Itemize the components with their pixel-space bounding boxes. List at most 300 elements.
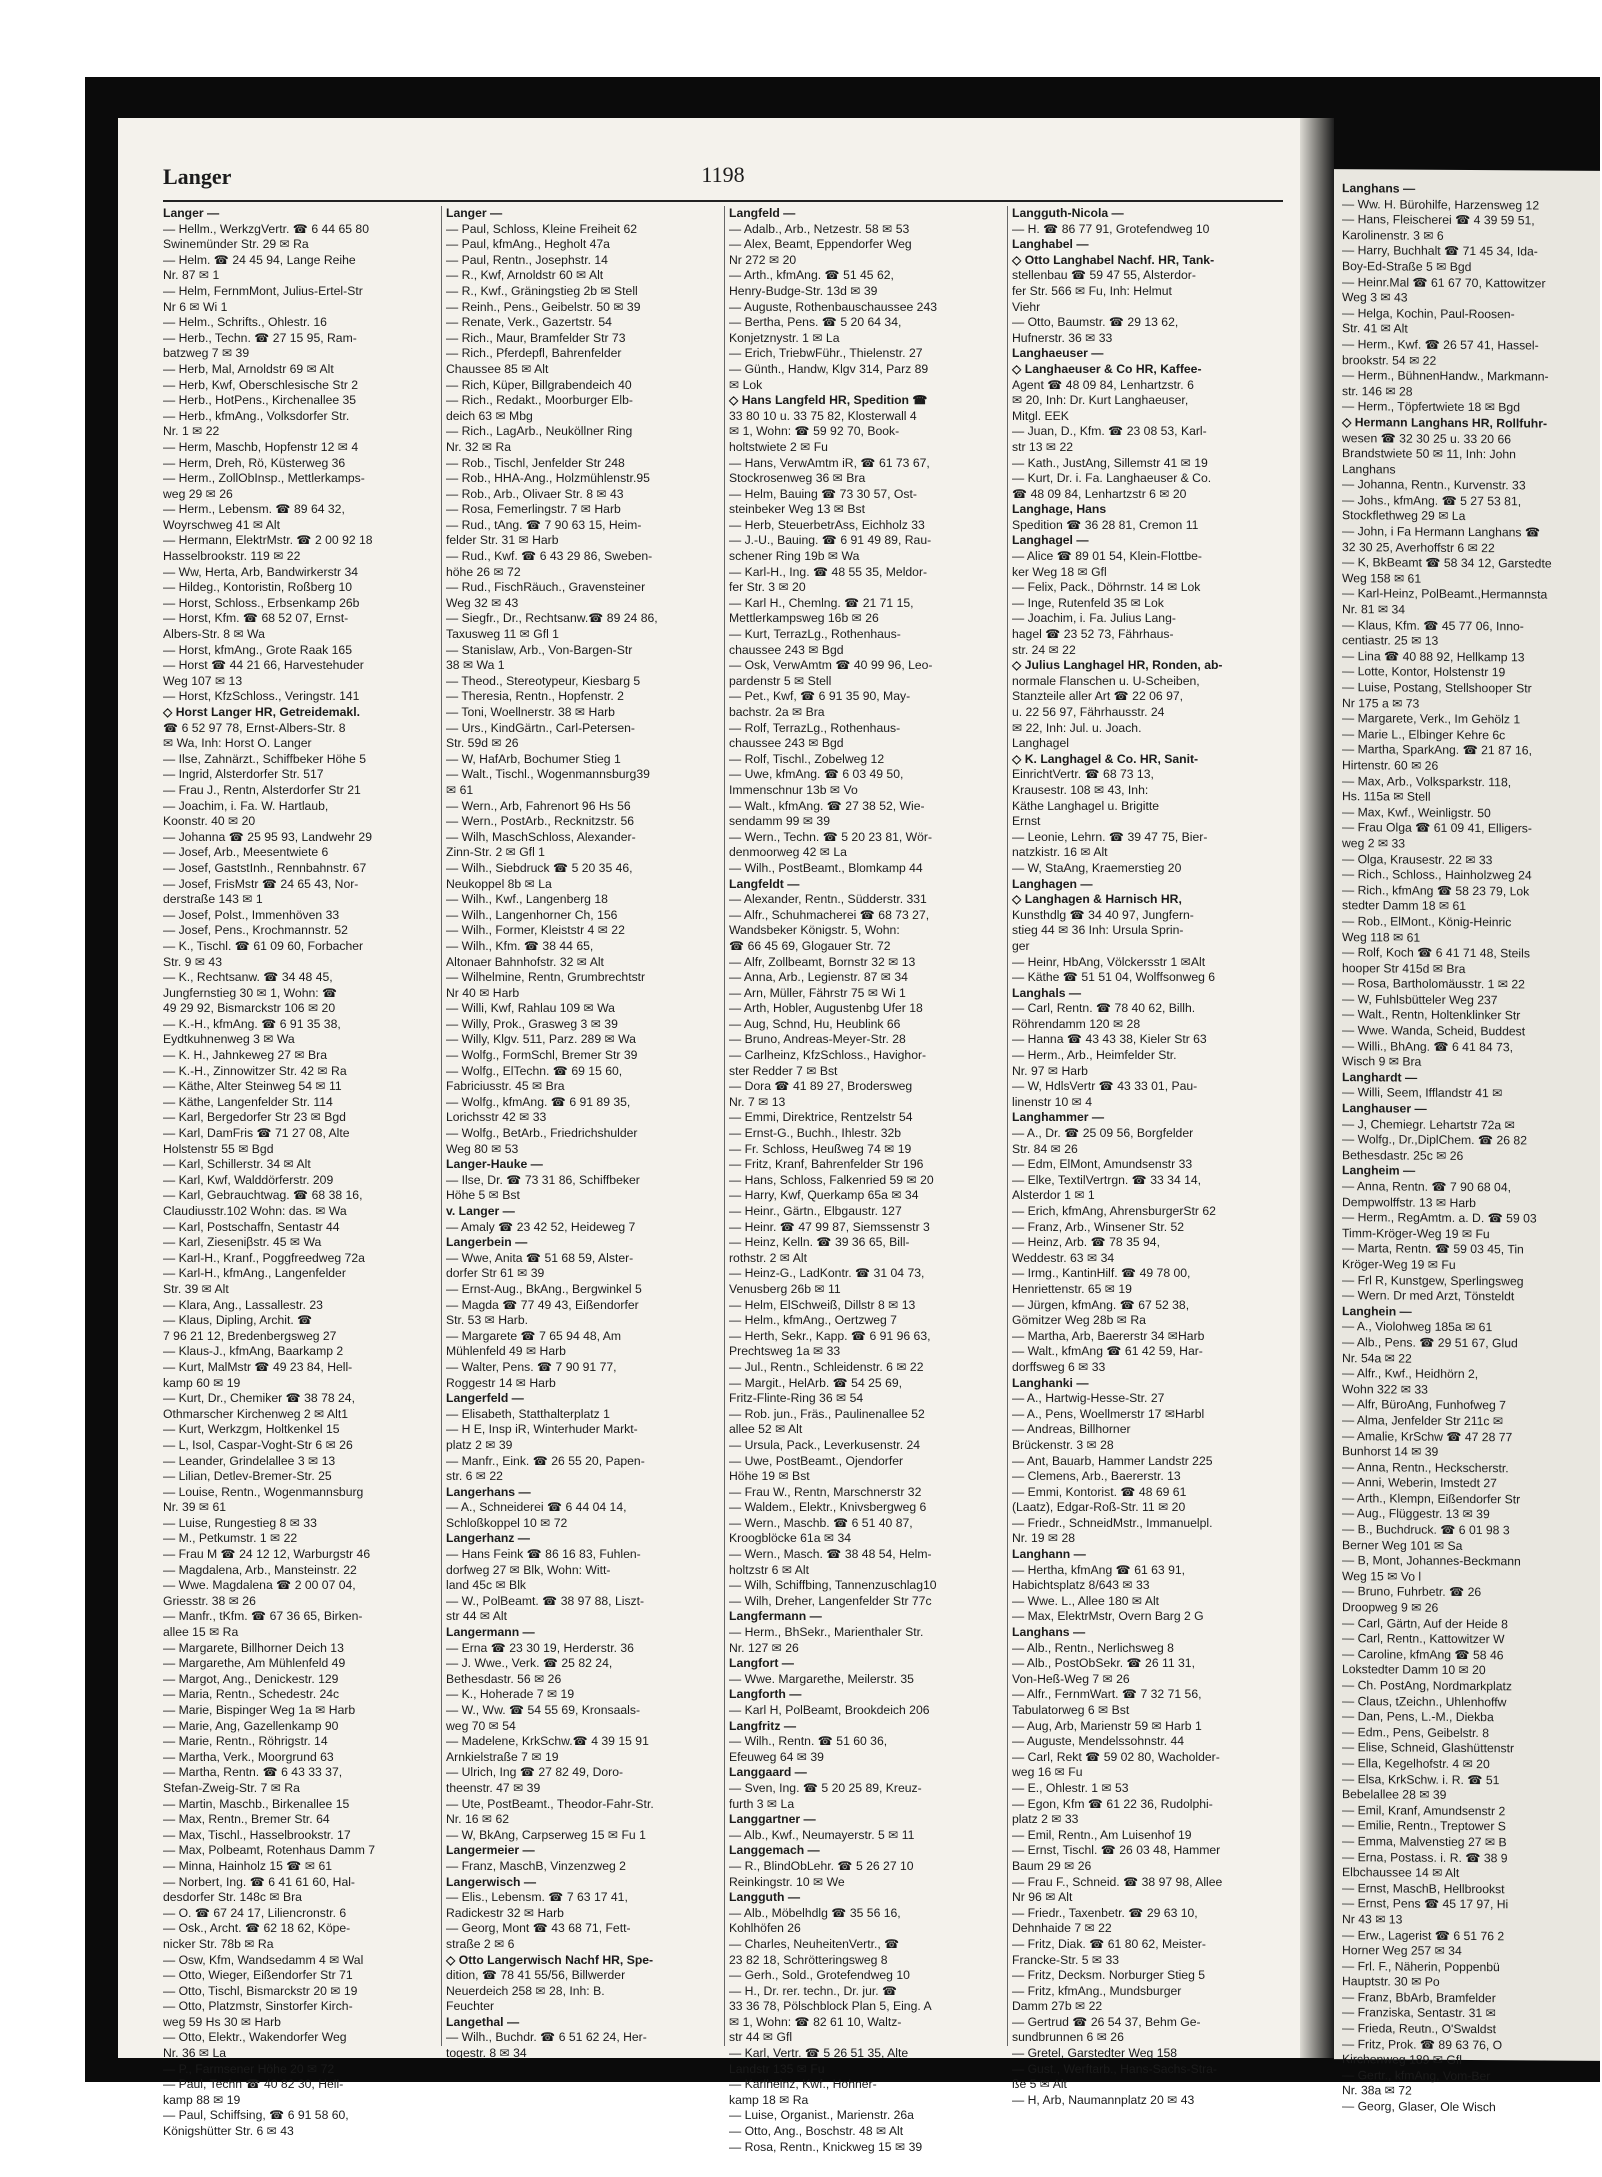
directory-entry-line: Droopweg 9 ✉ 26 [1342, 1600, 1439, 1615]
directory-entry-line: — Wolfg., Dr.,DiplChem. ☎ 26 82 [1342, 1132, 1527, 1148]
directory-entry-line: — Rich., Maur, Bramfelder Str 73 [446, 330, 626, 345]
directory-entry-line: — Erna, Postass. i. R. ☎ 38 9 [1342, 1849, 1508, 1865]
directory-entry-line: — A., Hartwig-Hesse-Str. 27 [1012, 1391, 1165, 1406]
directory-entry-line: — R., Kwf., Gräningstieg 2b ✉ Stell [446, 283, 638, 298]
directory-entry-line: — H E, Insp iR, Winterhuder Markt- [446, 1422, 638, 1437]
directory-entry-line: — Magda ☎ 77 49 43, Eißendorfer [446, 1297, 639, 1312]
directory-entry-line: — Käthe ☎ 51 51 04, Wolffsonweg 6 [1012, 970, 1216, 985]
directory-entry-line: Dempwolffstr. 13 ✉ Harb [1342, 1194, 1476, 1210]
directory-entry-line: — Otto, Ang., Boschstr. 48 ✉ Alt [729, 2124, 904, 2139]
directory-entry-line: — Hans, Fleischerei ☎ 4 39 59 51, [1342, 212, 1535, 228]
directory-entry-line: Langer — [163, 206, 220, 220]
directory-entry-line: ☎ 6 52 97 78, Ernst-Albers-Str. 8 [163, 720, 346, 735]
directory-entry-line: — Aug, Arb, Marienstr 59 ✉ Harb 1 [1012, 1718, 1202, 1733]
directory-entry-line: — Hermann, ElektrMstr. ☎ 2 00 92 18 [163, 533, 373, 548]
directory-entry-line: Kunsthdlg ☎ 34 40 97, Jungfern- [1012, 907, 1194, 922]
directory-entry-line: — Wilh., Siebdruck ☎ 5 20 35 46, [446, 860, 633, 875]
directory-entry-line: — Karl, Bergedorfer Str 23 ✉ Bgd [163, 1110, 346, 1125]
directory-entry-line: Claudiusstr.102 Wohn: das. ✉ Wa [163, 1204, 347, 1218]
directory-entry-line: — Johs., kfmAng. ☎ 5 27 53 81, [1342, 493, 1522, 509]
directory-entry-line: — Wern., PostArb., Recknitzstr. 56 [446, 814, 635, 829]
directory-entry-line: centiastr. 25 ✉ 13 [1342, 633, 1439, 649]
directory-entry-line: — Ernst-Aug., BkAng., Bergwinkel 5 [446, 1281, 642, 1296]
directory-entry-line: — Fritz, Kranf, Bahrenfelder Str 196 [729, 1157, 924, 1172]
directory-entry-line: — Rich., kfmAng ☎ 58 23 79, Lok [1342, 882, 1530, 899]
directory-entry-line: Str. 53 ✉ Harb. [446, 1313, 529, 1328]
directory-entry-line: — Wilh., Rentn. ☎ 51 60 36, [729, 1734, 888, 1749]
directory-entry-line: — Bertha, Pens. ☎ 5 20 64 34, [729, 315, 902, 330]
directory-entry-line: — Louise, Rentn., Wogenmannsburg [163, 1484, 364, 1499]
directory-entry-line: — Horst, kfmAng., Grote Raak 165 [163, 642, 352, 657]
column-4 [1012, 206, 1282, 2107]
directory-entry-line: — Helm, ElSchweiß, Dillstr 8 ✉ 13 [729, 1297, 916, 1312]
directory-entry-line: — Max, ElektrMstr, Overn Barg 2 G [1012, 1609, 1204, 1624]
directory-entry-line: — Rosa, Femerlingstr. 7 ✉ Harb [446, 502, 621, 517]
directory-entry-line: — Kath., JustAng, Sillemstr 41 ✉ 19 [1012, 455, 1208, 470]
directory-entry-line: dorfer Str 61 ✉ 39 [446, 1266, 545, 1281]
directory-entry-line: — Wern. Dr med Arzt, Tönsteldt [1342, 1288, 1515, 1304]
directory-entry-line: — Emilie, Rentn., Treptower S [1342, 1818, 1506, 1834]
directory-entry-line: — Luise, Postang, Stellshooper Str [1342, 680, 1532, 696]
directory-entry-line: — Uwe, kfmAng. ☎ 6 03 49 50, [729, 767, 904, 782]
directory-entry-line: — Wern., Masch. ☎ 38 48 54, Helm- [729, 1547, 932, 1562]
directory-entry-line: — Max, Rentn., Bremer Str. 64 [163, 1812, 330, 1827]
directory-entry-line: — R., BlindObLehr. ☎ 5 26 27 10 [729, 1858, 914, 1873]
directory-entry-line: Hirtenstr. 60 ✉ 26 [1342, 758, 1439, 773]
directory-entry-line: Hs. 115a ✉ Stell [1342, 789, 1431, 804]
directory-entry-line: wesen ☎ 32 30 25 u. 33 20 66 [1342, 430, 1512, 446]
directory-entry-line: — Otto, Elektr., Wakendorfer Weg [163, 2030, 347, 2045]
directory-entry-line: — Ww, Herta, Arb, Bandwirkerstr 34 [163, 564, 359, 579]
directory-entry-line: — Caroline, kfmAng ☎ 58 46 [1342, 1646, 1504, 1663]
directory-entry-line: Fritz-Flinte-Ring 36 ✉ 54 [729, 1391, 864, 1406]
directory-entry-line: — Willy, Prok., Grasweg 3 ✉ 39 [446, 1016, 618, 1031]
directory-entry-line: — Hertha, kfmAng ☎ 61 63 91, [1012, 1562, 1186, 1577]
directory-entry-line: — Heinz, Kelln. ☎ 39 36 65, Bill- [729, 1235, 910, 1250]
directory-page [118, 118, 1300, 2154]
directory-entry-line: — Wolfg., BetArb., Friedrichshulder [446, 1126, 638, 1141]
directory-entry-line: Langforth — [729, 1687, 802, 1702]
directory-entry-line: 32 30 25, Averhoffstr 6 ✉ 22 [1342, 539, 1495, 555]
directory-entry-line: — Arth., kfmAng. ☎ 51 45 62, [729, 268, 894, 283]
directory-entry-line: — Herm., Kwf. ☎ 26 57 41, Hassel- [1342, 337, 1539, 353]
directory-entry-line: Kirchenweg 189 ✉ Gfl [1342, 2052, 1462, 2068]
directory-entry-line: — Ella, Kegelhofstr. 4 ✉ 20 [1342, 1756, 1490, 1772]
directory-entry-line: — K. H., Jahnkeweg 27 ✉ Bra [163, 1048, 327, 1063]
directory-entry-line: ☎ 48 09 84, Lenhartzstr 6 ✉ 20 [1012, 486, 1187, 501]
directory-entry-line: Fabriciusstr. 45 ✉ Bra [446, 1079, 565, 1094]
directory-entry-line: — Karl, Schillerstr. 34 ✉ Alt [163, 1157, 311, 1172]
directory-entry-line: — Amalie, KrSchw ☎ 47 28 77 [1342, 1428, 1513, 1444]
directory-entry-line: 38 ✉ Wa 1 [446, 658, 505, 673]
directory-entry-line: — Marta, Rentn. ☎ 59 03 45, Tin [1342, 1241, 1524, 1257]
directory-entry-line: Nr. 39 ✉ 61 [163, 1500, 227, 1515]
directory-entry-line: Königshütter Str. 6 ✉ 43 [163, 2124, 294, 2139]
directory-entry-line: — Herm., BhSekr., Marienthaler Str. [729, 1625, 924, 1640]
directory-entry-line: — Rosa, Bartholomäusstr. 1 ✉ 22 [1342, 976, 1525, 992]
directory-entry-line: — Alfr., Schuhmacherei ☎ 68 73 27, [729, 907, 930, 922]
directory-entry-line: — Helm., kfmAng., Oertzweg 7 [729, 1313, 897, 1328]
directory-entry-line: stedter Damm 18 ✉ 61 [1342, 898, 1467, 914]
directory-entry-line: — Rob., ElMont., König-Heinric [1342, 914, 1512, 930]
directory-entry-line: Stockrosenweg 36 ✉ Bra [729, 471, 866, 486]
directory-entry-line: Gömitzer Weg 28b ✉ Ra [1012, 1313, 1146, 1328]
directory-entry-line: — J.-U., Bauing. ☎ 6 91 49 89, Rau- [729, 533, 932, 548]
directory-entry-line: — W, HdlsVertr ☎ 43 33 01, Pau- [1012, 1079, 1198, 1094]
directory-entry-line: weg 16 ✉ Fu [1012, 1765, 1083, 1780]
directory-entry-line: — Anni, Weberin, Imstedt 27 [1342, 1475, 1497, 1491]
directory-entry-line: — Wilh, Dreher, Langenfelder Str 77c [729, 1593, 932, 1608]
directory-entry-line: Woyrschweg 41 ✉ Alt [163, 517, 281, 532]
directory-entry-line: — Wwe. Wanda, Scheid, Buddest [1342, 1023, 1526, 1039]
directory-entry-line: — Herm., Lebensm. ☎ 89 64 32, [163, 502, 345, 517]
directory-entry-line: Langhein — [1342, 1303, 1412, 1319]
directory-entry-line: — Emmi, Direktrice, Rentzelstr 54 [729, 1110, 913, 1125]
column-1 [163, 206, 433, 2139]
directory-entry-line: — Alb., Kwf., Neumayerstr. 5 ✉ 11 [729, 1827, 915, 1842]
directory-entry-line: hagel ☎ 23 52 73, Fährhaus- [1012, 627, 1174, 642]
directory-entry-line: Langgemach — [729, 1843, 820, 1858]
directory-entry-line: schener Ring 19b ✉ Wa [729, 549, 860, 564]
directory-entry-line: — K, BkBeamt ☎ 58 34 12, Garstedte [1342, 555, 1552, 571]
directory-entry-line: felder Str. 31 ✉ Harb [446, 533, 559, 548]
directory-entry-line: Nr. 32 ✉ Ra [446, 439, 512, 454]
directory-entry-line: — R., Kwf, Arnoldstr 60 ✉ Alt [446, 268, 604, 283]
directory-entry-line: — Wolfg., ElTechn. ☎ 69 15 60, [446, 1063, 623, 1078]
directory-entry-line: Weg 118 ✉ 61 [1342, 929, 1421, 945]
directory-entry-line: — Alma, Jenfelder Str 211c ✉ [1342, 1413, 1504, 1429]
directory-entry-line: — Luise, Rungestieg 8 ✉ 33 [163, 1515, 317, 1530]
directory-entry-line: Nr. 54a ✉ 22 [1342, 1350, 1412, 1366]
directory-entry-line: — Klaus-J., kfmAng, Baarkamp 2 [163, 1344, 344, 1359]
directory-entry-line: Stanzteile aller Art ☎ 22 06 97, [1012, 689, 1184, 704]
directory-entry-line: Lokstedter Damm 10 ✉ 20 [1342, 1662, 1486, 1678]
directory-entry-line: — Paul, Schiffsing, ☎ 6 91 58 60, [163, 2108, 349, 2123]
directory-entry-line: — Max, Tischl., Hasselbrookstr. 17 [163, 1827, 351, 1842]
directory-entry-line: Wandsbeker Königstr. 5, Wohn: [729, 923, 900, 938]
directory-entry-line: — Wolfg., FormSchl, Bremer Str 39 [446, 1048, 638, 1063]
directory-entry-line: — Erich, kfmAng, AhrensburgerStr 62 [1012, 1204, 1216, 1218]
directory-entry-line: — Horst, Kfm. ☎ 68 52 07, Ernst- [163, 611, 349, 626]
directory-entry-line: Nr 40 ✉ Harb [446, 985, 520, 1000]
directory-entry-line: — Herb, Kwf, Oberschlesische Str 2 [163, 377, 359, 392]
directory-entry-line: — Karl-H., Ing. ☎ 48 55 35, Meldor- [729, 564, 928, 579]
directory-entry-line: Chaussee 85 ✉ Alt [446, 361, 549, 376]
directory-entry-line: — Gust., Werftarb., Hans-Sachs-Stra- [1012, 2061, 1217, 2076]
directory-entry-line: — Rich, Küper, Billgrabendeich 40 [446, 377, 632, 392]
directory-entry-line: hooper Str 415d ✉ Bra [1342, 960, 1466, 976]
directory-entry-line: — Ulrich, Ing ☎ 27 82 49, Doro- [446, 1765, 624, 1780]
directory-entry-line: Efeuweg 64 ✉ 39 [729, 1749, 824, 1764]
directory-entry-line: — H, Arb, Naumannplatz 20 ✉ 43 [1012, 2092, 1195, 2107]
directory-entry-line: Albers-Str. 8 ✉ Wa [163, 627, 265, 642]
directory-entry-line: Langerhanz — [446, 1531, 530, 1546]
directory-entry-line: land 45c ✉ Blk [446, 1578, 526, 1593]
directory-entry-line: — Karlheinz, Kwf., Hohner- [729, 2077, 877, 2092]
directory-entry-line: — Elisabeth, Statthalterplatz 1 [446, 1406, 610, 1421]
directory-entry-line: Elbchaussee 14 ✉ Alt [1342, 1865, 1460, 1881]
directory-entry-line: dition, ☎ 78 41 55/56, Billwerder [446, 1968, 626, 1983]
directory-entry-line: Str. 9 ✉ 43 [163, 954, 222, 969]
directory-entry-line: — Georg, Glaser, Ole Wisch [1342, 2099, 1496, 2115]
directory-entry-line: — Alice ☎ 89 01 54, Klein-Flottbe- [1012, 549, 1202, 564]
directory-entry-line: Langerhans — [446, 1484, 531, 1499]
directory-entry-line: — Margot, Ang., Denickestr. 129 [163, 1671, 339, 1686]
directory-entry-line: — Carl, Rekt ☎ 59 02 80, Wacholder- [1012, 1749, 1220, 1764]
directory-entry-line: — Ute, PostBeamt., Theodor-Fahr-Str. [446, 1796, 654, 1811]
directory-entry-line: — Lilian, Detlev-Bremer-Str. 25 [163, 1469, 332, 1484]
directory-entry-line: ✉ 61 [446, 782, 474, 797]
directory-entry-line: ✉ 1, Wohn: ☎ 82 61 10, Waltz- [729, 2014, 902, 2029]
directory-entry-line: — Ilse, Dr. ☎ 73 31 86, Schiffbeker [446, 1172, 640, 1187]
directory-entry-line: Feuchter [446, 1999, 495, 2014]
directory-entry-line: — Rosa, Rentn., Knickweg 15 ✉ 39 [729, 2139, 923, 2154]
directory-entry-line: str 44 ✉ Alt [446, 1609, 508, 1624]
directory-entry-line: Hauptstr. 30 ✉ Po [1342, 1974, 1440, 1990]
directory-entry-line: — Herm., ZollObInsp., Mettlerkamps- [163, 471, 365, 486]
directory-entry-line: stieg 44 ✉ 36 Inh: Ursula Sprin- [1012, 923, 1184, 938]
directory-entry-line: — O. ☎ 67 24 17, Liliencronstr. 6 [163, 1905, 347, 1920]
directory-entry-line: Langgaard — [729, 1765, 807, 1780]
directory-entry-line: — Willy, Klgv. 511, Parz. 289 ✉ Wa [446, 1032, 636, 1047]
directory-entry-line: ◇ K. Langhagel & Co. HR, Sanit- [1012, 751, 1199, 766]
directory-entry-line: — Frieda, Reutn., O'Swaldst [1342, 2021, 1497, 2037]
directory-entry-line: — Käthe, Langenfelder Str. 114 [163, 1094, 333, 1109]
directory-entry-line: — Rob. jun., Fräs., Paulinenallee 52 [729, 1406, 925, 1421]
directory-entry-line: — Otto, Tischl, Bismarckstr 20 ✉ 19 [163, 1983, 358, 1998]
directory-entry-line: — Anna, Rentn., Heckscherstr. [1342, 1459, 1509, 1475]
directory-entry-line: — Emil, Rentn., Am Luisenhof 19 [1012, 1827, 1192, 1842]
directory-entry-line: Nr. 7 ✉ 13 [729, 1094, 786, 1109]
directory-columns [163, 206, 1293, 2154]
directory-entry-line: fer Str. 3 ✉ 20 [729, 580, 806, 595]
directory-entry-line: — Minna, Hainholz 15 ☎ ✉ 61 [163, 1858, 333, 1873]
directory-entry-line: — Osk., Archt. ☎ 62 18 62, Köpe- [163, 1921, 351, 1936]
directory-entry-line: — Friedr., SchneidMstr., Immanuelpl. [1012, 1515, 1213, 1530]
directory-entry-line: — Margarete, Billhorner Deich 13 [163, 1640, 344, 1655]
directory-entry-line: — Herb., kfmAng., Volksdorfer Str. [163, 408, 350, 423]
directory-entry-line: — Fritz, Diak. ☎ 61 80 62, Meister- [1012, 1936, 1206, 1951]
directory-entry-line: — Frau Olga ☎ 61 09 41, Elligers- [1342, 820, 1532, 836]
directory-entry-line: Wisch 9 ✉ Bra [1342, 1054, 1422, 1069]
directory-entry-line: Weg 32 ✉ 43 [446, 595, 519, 610]
directory-entry-line: — Ursula, Pack., Leverkusenstr. 24 [729, 1437, 921, 1452]
directory-entry-line: — Wwe. Magdalena ☎ 2 00 07 04, [163, 1578, 356, 1593]
directory-entry-line: — Klaus, Dipling, Archit. ☎ [163, 1313, 313, 1328]
directory-entry-line: — Elise, Schneid, Glashüttenstr [1342, 1740, 1515, 1756]
directory-entry-line: ◇ Julius Langhagel HR, Ronden, ab- [1012, 658, 1223, 673]
directory-entry-line: — Hanna ☎ 43 43 38, Kieler Str 63 [1012, 1032, 1207, 1047]
directory-entry-line: Prechtsweg 1a ✉ 33 [729, 1344, 841, 1359]
directory-entry-line: Berner Weg 101 ✉ Sa [1342, 1537, 1463, 1553]
directory-entry-line: denmoorweg 42 ✉ La [729, 845, 847, 860]
directory-entry-line: — Herm., Arb., Heimfelder Str. [1012, 1048, 1177, 1063]
page-number: 1198 [701, 162, 745, 187]
directory-entry-line: — Elsa, KrkSchw. i. R. ☎ 51 [1342, 1771, 1500, 1787]
directory-entry-line: batzweg 7 ✉ 39 [163, 346, 250, 361]
directory-entry-line: — Ernst, MaschB, Hellbrookst [1342, 1880, 1505, 1896]
directory-entry-line: brookstr. 54 ✉ 22 [1342, 352, 1437, 368]
directory-entry-line: Bethesdastr. 56 ✉ 26 [446, 1671, 562, 1686]
directory-entry-line: — Alfr., FernmWart. ☎ 7 32 71 56, [1012, 1687, 1202, 1702]
directory-entry-line: — Hellm., WerkzgVertr. ☎ 6 44 65 80 [163, 221, 369, 236]
directory-entry-line: — Willi, Kwf, Rahlau 109 ✉ Wa [446, 1001, 615, 1016]
directory-entry-line: Weg 158 ✉ 61 [1342, 570, 1422, 586]
directory-entry-line: — Irmg., KantinHilf. ☎ 49 78 00, [1012, 1266, 1191, 1281]
directory-entry-line: — Martin, Maschb., Birkenallee 15 [163, 1796, 350, 1811]
directory-entry-line: Hufnerstr. 36 ✉ 33 [1012, 330, 1113, 345]
directory-entry-line: Langhals — [1012, 985, 1082, 1000]
directory-entry-line: desdorfer Str. 148c ✉ Bra [163, 1890, 302, 1905]
directory-entry-line: weg 70 ✉ 54 [446, 1718, 516, 1733]
directory-entry-line: Swinemünder Str. 29 ✉ Ra [163, 237, 309, 252]
directory-entry-line: Langhammer — [1012, 1110, 1105, 1125]
directory-entry-line: — Karl-H., Kranf., Poggfreedweg 72a [163, 1250, 365, 1265]
directory-entry-line: — Helm., Schrifts., Ohlestr. 16 [163, 315, 327, 330]
directory-entry-line: Baum 29 ✉ 26 [1012, 1858, 1092, 1873]
directory-entry-line: — Josef, Arb., Meesentwiete 6 [163, 845, 329, 860]
directory-entry-line: Alsterdor 1 ✉ 1 [1012, 1188, 1095, 1203]
directory-entry-line: — Karl, Zieseniβstr. 45 ✉ Wa [163, 1235, 322, 1250]
directory-entry-line: weg 2 ✉ 33 [1342, 836, 1406, 851]
directory-entry-line: — Herth, Sekr., Kapp. ☎ 6 91 96 63, [729, 1328, 931, 1343]
directory-entry-line: — Alex, Beamt, Eppendorfer Weg [729, 237, 912, 252]
directory-entry-line: ✉ 1, Wohn: ☎ 59 92 70, Book- [729, 424, 900, 439]
directory-entry-line: weg 29 ✉ 26 [163, 486, 233, 501]
directory-entry-line: — Johanna ☎ 25 95 93, Landwehr 29 [163, 829, 372, 844]
directory-entry-line: 23 82 18, Schrötteringsweg 8 [729, 1952, 888, 1967]
directory-entry-line: — Toni, Woellnerstr. 38 ✉ Harb [446, 705, 615, 719]
directory-entry-line: Hasselbrookstr. 119 ✉ 22 [163, 549, 301, 564]
directory-entry-line: — Rolf, Tischl., Zobelweg 12 [729, 751, 885, 766]
directory-entry-line: — Luise, Organist., Marienstr. 26a [729, 2108, 914, 2123]
directory-entry-line: — Klara, Ang., Lassallestr. 23 [163, 1297, 323, 1312]
directory-entry-line: — Elis., Lebensm. ☎ 7 63 17 41, [446, 1890, 628, 1905]
directory-entry-line: — Kurt, Werkzgm, Holtkenkel 15 [163, 1422, 340, 1437]
directory-entry-line: allee 52 ✉ Alt [729, 1422, 803, 1437]
directory-entry-line: ◇ Hermann Langhans HR, Rollfuhr- [1342, 415, 1548, 431]
directory-entry-line: ◇ Horst Langer HR, Getreidemakl. [163, 705, 360, 719]
directory-entry-line: kamp 60 ✉ 19 [163, 1375, 241, 1390]
directory-entry-line: — Wilhelmine, Rentn, Grumbrechtstr [446, 970, 646, 985]
directory-entry-line: Venusberg 26b ✉ 11 [729, 1281, 841, 1296]
directory-entry-line: — Marie L., Elbinger Kehre 6c [1342, 726, 1506, 743]
directory-entry-line: ✉ Lok [729, 377, 763, 392]
directory-entry-line: — Maria, Rentn., Schedestr. 24c [163, 1687, 340, 1702]
directory-entry-line: str 44 ✉ Gfl [729, 2030, 793, 2045]
directory-entry-line: — W, StaAng, Kraemerstieg 20 [1012, 860, 1182, 875]
directory-entry-line: — Rud., Kwf. ☎ 6 43 29 86, Sweben- [446, 549, 653, 564]
directory-entry-line: — W, BkAng, Carpserweg 15 ✉ Fu 1 [446, 1827, 646, 1842]
directory-entry-line: — Otto, Wieger, Eißendorfer Str 71 [163, 1968, 353, 1983]
directory-entry-line: chaussee 243 ✉ Bgd [729, 642, 844, 657]
directory-entry-line: — Andreas, Billhorner [1012, 1422, 1131, 1437]
directory-entry-line: — Käthe, Alter Steinweg 54 ✉ 11 [163, 1079, 342, 1094]
directory-entry-line: Agent ☎ 48 09 84, Lenhartzstr. 6 [1012, 377, 1194, 392]
directory-entry-line: — H. ☎ 86 77 91, Grotefendweg 10 [1012, 221, 1210, 236]
directory-entry-line: Nr. 38a ✉ 72 [1342, 2083, 1412, 2099]
directory-entry-line: kamp 88 ✉ 19 [163, 2092, 241, 2107]
directory-entry-line: Langfort — [729, 1656, 794, 1671]
directory-entry-line: — Wern., Maschb. ☎ 6 51 40 87, [729, 1515, 913, 1530]
directory-entry-line: — Fritz, Prok. ☎ 89 63 76, O [1342, 2036, 1503, 2052]
directory-entry-line: — Gretel, Garstedter Weg 158 [1012, 2046, 1178, 2061]
directory-entry-line: — A., Dr. ☎ 25 09 56, Borgfelder [1012, 1126, 1194, 1141]
directory-entry-line: Habichtsplatz 8/643 ✉ 33 [1012, 1578, 1150, 1593]
directory-entry-line: — Felix, Pack., Döhrnstr. 14 ✉ Lok [1012, 580, 1201, 595]
directory-entry-line: — Rob., HHA-Ang., Holzmühlenstr.95 [446, 471, 650, 486]
directory-entry-line: — Theod., Stereotypeur, Kiesbarg 5 [446, 673, 641, 688]
directory-entry-line: Weg 107 ✉ 13 [163, 673, 243, 688]
directory-entry-line: Bunhorst 14 ✉ 39 [1342, 1444, 1439, 1459]
directory-entry-line: bachstr. 2a ✉ Bra [729, 705, 825, 719]
directory-entry-line: — A., Violohweg 185a ✉ 61 [1342, 1319, 1493, 1335]
directory-entry-line: Nr 175 a ✉ 73 [1342, 695, 1420, 711]
directory-entry-line: Spedition ☎ 36 28 81, Cremon 11 [1012, 517, 1199, 532]
directory-entry-line: Zinn-Str. 2 ✉ Gfl 1 [446, 845, 545, 860]
directory-entry-line: — Osw, Kfm, Wandsedamm 4 ✉ Wal [163, 1952, 364, 1967]
directory-entry-line: — Alb., Pens. ☎ 29 51 67, Glud [1342, 1335, 1518, 1351]
directory-entry-line: Langhanki — [1012, 1375, 1089, 1390]
directory-entry-line: — Hans Feink ☎ 86 16 83, Fuhlen- [446, 1547, 641, 1562]
directory-entry-line: Langerwisch — [446, 1874, 537, 1889]
directory-entry-line: steinbeker Weg 13 ✉ Bst [729, 502, 865, 517]
column-rule [441, 206, 442, 2046]
directory-entry-line: — A., Pens, Woellmerstr 17 ✉Harbl [1012, 1406, 1205, 1421]
directory-entry-line: ✉ 22, Inh: Jul. u. Joach. [1012, 720, 1142, 735]
directory-entry-line: Nr. 87 ✉ 1 [163, 268, 220, 283]
directory-entry-line: Konjetznystr. 1 ✉ La [729, 330, 840, 345]
directory-entry-line: — Gertr., kfmAng, Vom-Ber [1342, 2067, 1491, 2084]
directory-entry-line: — Martha, SparkAng. ☎ 21 87 16, [1342, 742, 1532, 758]
directory-entry-line: — Wern., Arb, Fahrenort 96 Hs 56 [446, 798, 631, 813]
directory-entry-line: — Alb., Möbelhdlg ☎ 35 56 16, [729, 1905, 901, 1920]
directory-entry-line: straße 2 ✉ 6 [446, 1936, 515, 1951]
directory-entry-line: — Karl H., Chemlng. ☎ 21 71 15, [729, 595, 914, 610]
directory-entry-line: — Rolf, TerrazLg., Rothenhaus- [729, 720, 901, 735]
directory-entry-line: höhe 26 ✉ 72 [446, 564, 521, 579]
directory-entry-line: — Otto, Platzmstr, Sinstorfer Kirch- [163, 1999, 353, 2014]
directory-entry-line: — Anna, Rentn. ☎ 7 90 68 04, [1342, 1179, 1511, 1195]
directory-entry-line: — Karl, Postschaffn, Sentastr 44 [163, 1219, 340, 1234]
directory-entry-line: 49 29 92, Bismarckstr 106 ✉ 20 [163, 1001, 336, 1016]
directory-entry-line: — Fr. Schloss, Heußweg 74 ✉ 19 [729, 1141, 912, 1156]
directory-entry-line: Arnkielstraße 7 ✉ 19 [446, 1749, 559, 1764]
directory-entry-line: allee 15 ✉ Ra [163, 1625, 239, 1640]
directory-entry-line: — Gerh., Sold., Grotefendweg 10 [729, 1968, 910, 1983]
directory-entry-line: ✉ Wa, Inh: Horst O. Langer [163, 736, 312, 751]
directory-entry-line: — Rud., FischRäuch., Gravensteiner [446, 580, 646, 595]
directory-entry-line: — Helga, Kochin, Paul-Roosen- [1342, 305, 1515, 322]
directory-entry-line: furth 3 ✉ La [729, 1796, 795, 1811]
directory-entry-line: Henriettenstr. 65 ✉ 19 [1012, 1281, 1132, 1296]
directory-entry-line: Kröger-Weg 19 ✉ Fu [1342, 1257, 1456, 1272]
directory-entry-line: Langhans — [1012, 1625, 1086, 1640]
directory-entry-line: Nr. 81 ✉ 34 [1342, 602, 1406, 617]
directory-entry-line: u. 22 56 97, Fährhausstr. 24 [1012, 705, 1165, 719]
directory-entry-line: — Ww. H. Bürohilfe, Harzensweg 12 [1342, 196, 1540, 213]
directory-entry-line: — Martha, Arb, Baererstr 34 ✉Harb [1012, 1328, 1205, 1343]
directory-entry-line: — Amaly ☎ 23 42 52, Heideweg 7 [446, 1219, 636, 1234]
directory-entry-line: Langhabel — [1012, 237, 1089, 252]
directory-entry-line: Langhaeuser — [1012, 346, 1104, 361]
directory-entry-line: — Waldem., Elektr., Knivsbergweg 6 [729, 1500, 927, 1515]
directory-entry-line: — Karl-Heinz, PolBeamt.,Hermannsta [1342, 586, 1548, 602]
directory-entry-line: — Urs., KindGärtn., Carl-Petersen- [446, 720, 635, 735]
directory-entry-line: Weddestr. 63 ✉ 34 [1012, 1250, 1115, 1265]
directory-entry-line: sendamm 99 ✉ 39 [729, 814, 830, 829]
directory-entry-line: 7 96 21 12, Bredenbergsweg 27 [163, 1328, 337, 1343]
